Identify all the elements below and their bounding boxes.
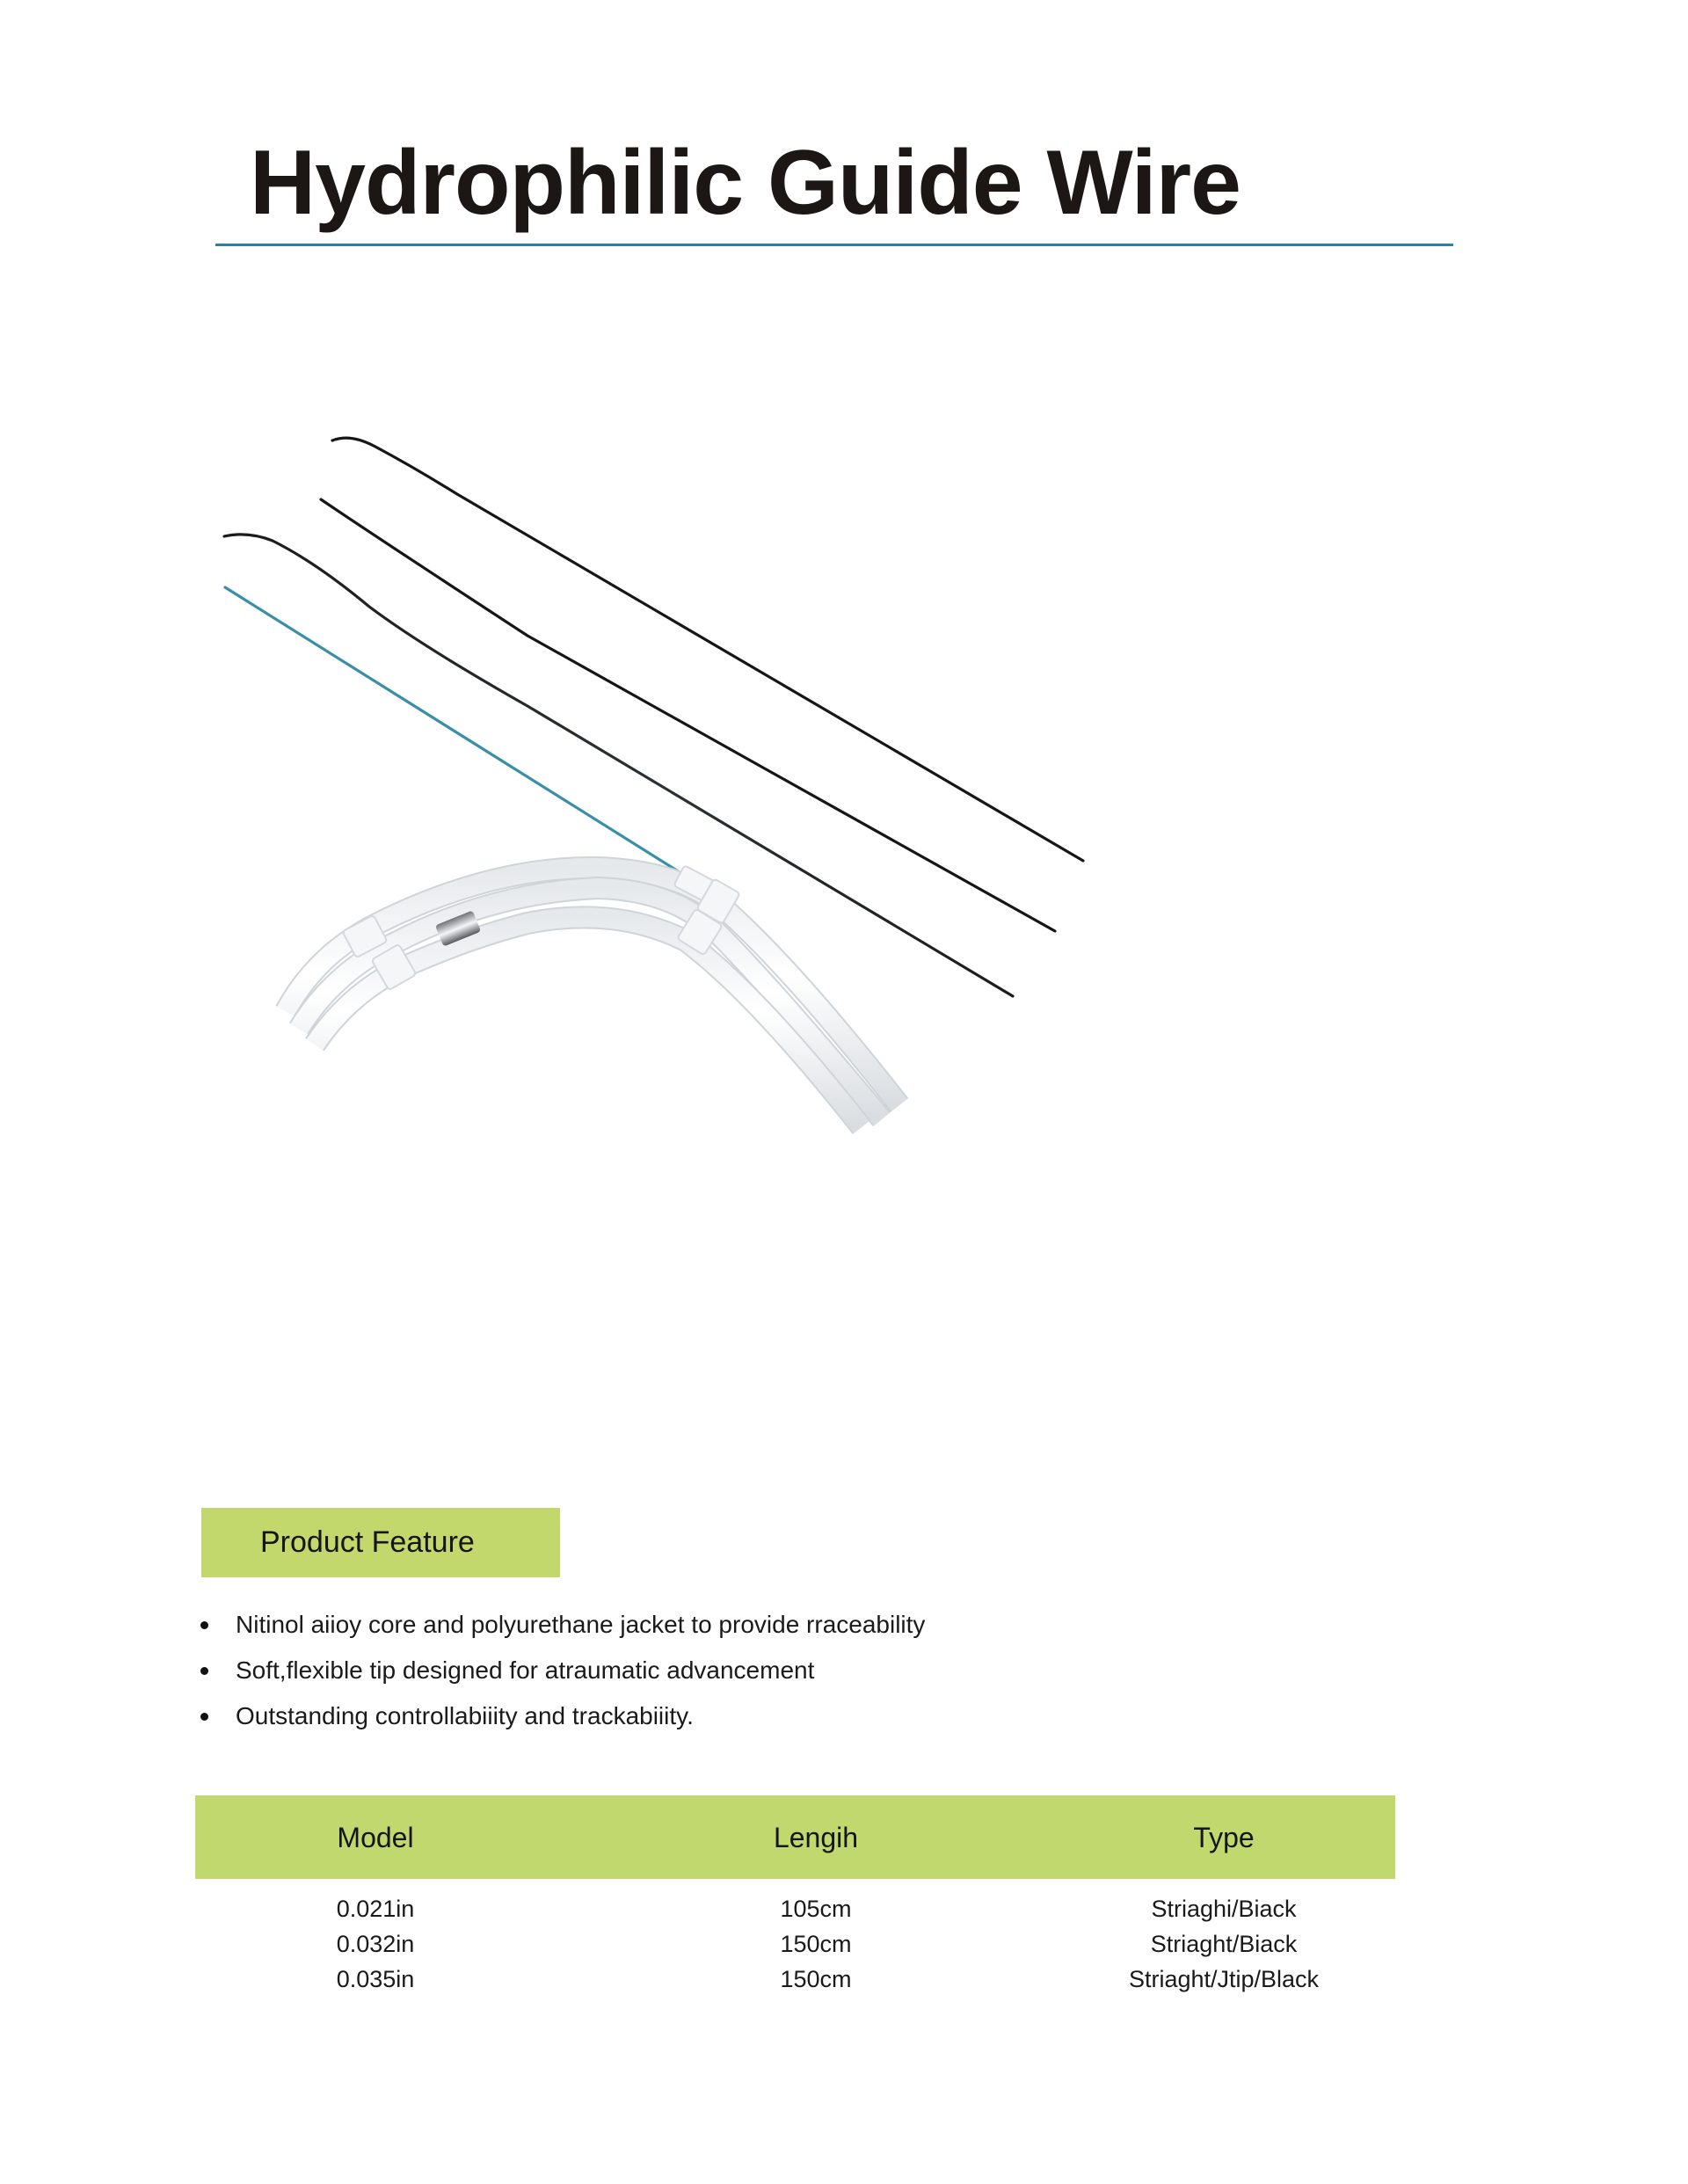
column-header-length: Lengih bbox=[773, 1822, 859, 1853]
cell-length: 105cm bbox=[780, 1896, 852, 1922]
table-row bbox=[195, 1891, 1395, 1926]
cell-model: 0.032in bbox=[336, 1931, 415, 1957]
feature-text: Nitinol aiioy core and polyurethane jacket to provide rraceability bbox=[236, 1611, 926, 1638]
product-feature-label: Product Feature bbox=[260, 1525, 475, 1559]
table-row bbox=[195, 1962, 1395, 1997]
page-title: Hydrophilic Guide Wire bbox=[250, 132, 1241, 234]
dispenser-tubing bbox=[286, 868, 899, 1127]
product-feature-heading bbox=[201, 1508, 560, 1577]
column-header-type: Type bbox=[1193, 1822, 1255, 1853]
cell-type: Striaghi/Biack bbox=[1151, 1896, 1297, 1922]
bullet-icon bbox=[200, 1621, 208, 1629]
feature-list bbox=[195, 1607, 925, 1744]
j-tip-wire-upper bbox=[332, 438, 1083, 861]
feature-item bbox=[195, 1699, 925, 1744]
feature-item bbox=[195, 1653, 925, 1699]
column-header-model: Model bbox=[337, 1822, 414, 1853]
hydrophilic-wire bbox=[225, 587, 680, 872]
spec-table-body bbox=[195, 1879, 1395, 1997]
feature-text: Soft,flexible tip designed for atraumatic advancement bbox=[236, 1656, 815, 1684]
cell-type: Striaght/Biack bbox=[1150, 1931, 1298, 1957]
bullet-icon bbox=[200, 1713, 208, 1721]
table-row bbox=[195, 1926, 1395, 1962]
spec-table bbox=[195, 1795, 1395, 1997]
cell-model: 0.035in bbox=[336, 1966, 415, 1992]
cell-length: 150cm bbox=[780, 1931, 852, 1957]
cell-length: 150cm bbox=[780, 1966, 852, 1992]
cell-type: Striaght/Jtip/Black bbox=[1128, 1966, 1320, 1992]
cell-model: 0.021in bbox=[336, 1896, 415, 1922]
spec-table-header bbox=[195, 1795, 1395, 1879]
feature-text: Outstanding controllabiiity and trackabiiity. bbox=[236, 1702, 694, 1729]
feature-item bbox=[195, 1607, 925, 1653]
bullet-icon bbox=[200, 1667, 208, 1675]
